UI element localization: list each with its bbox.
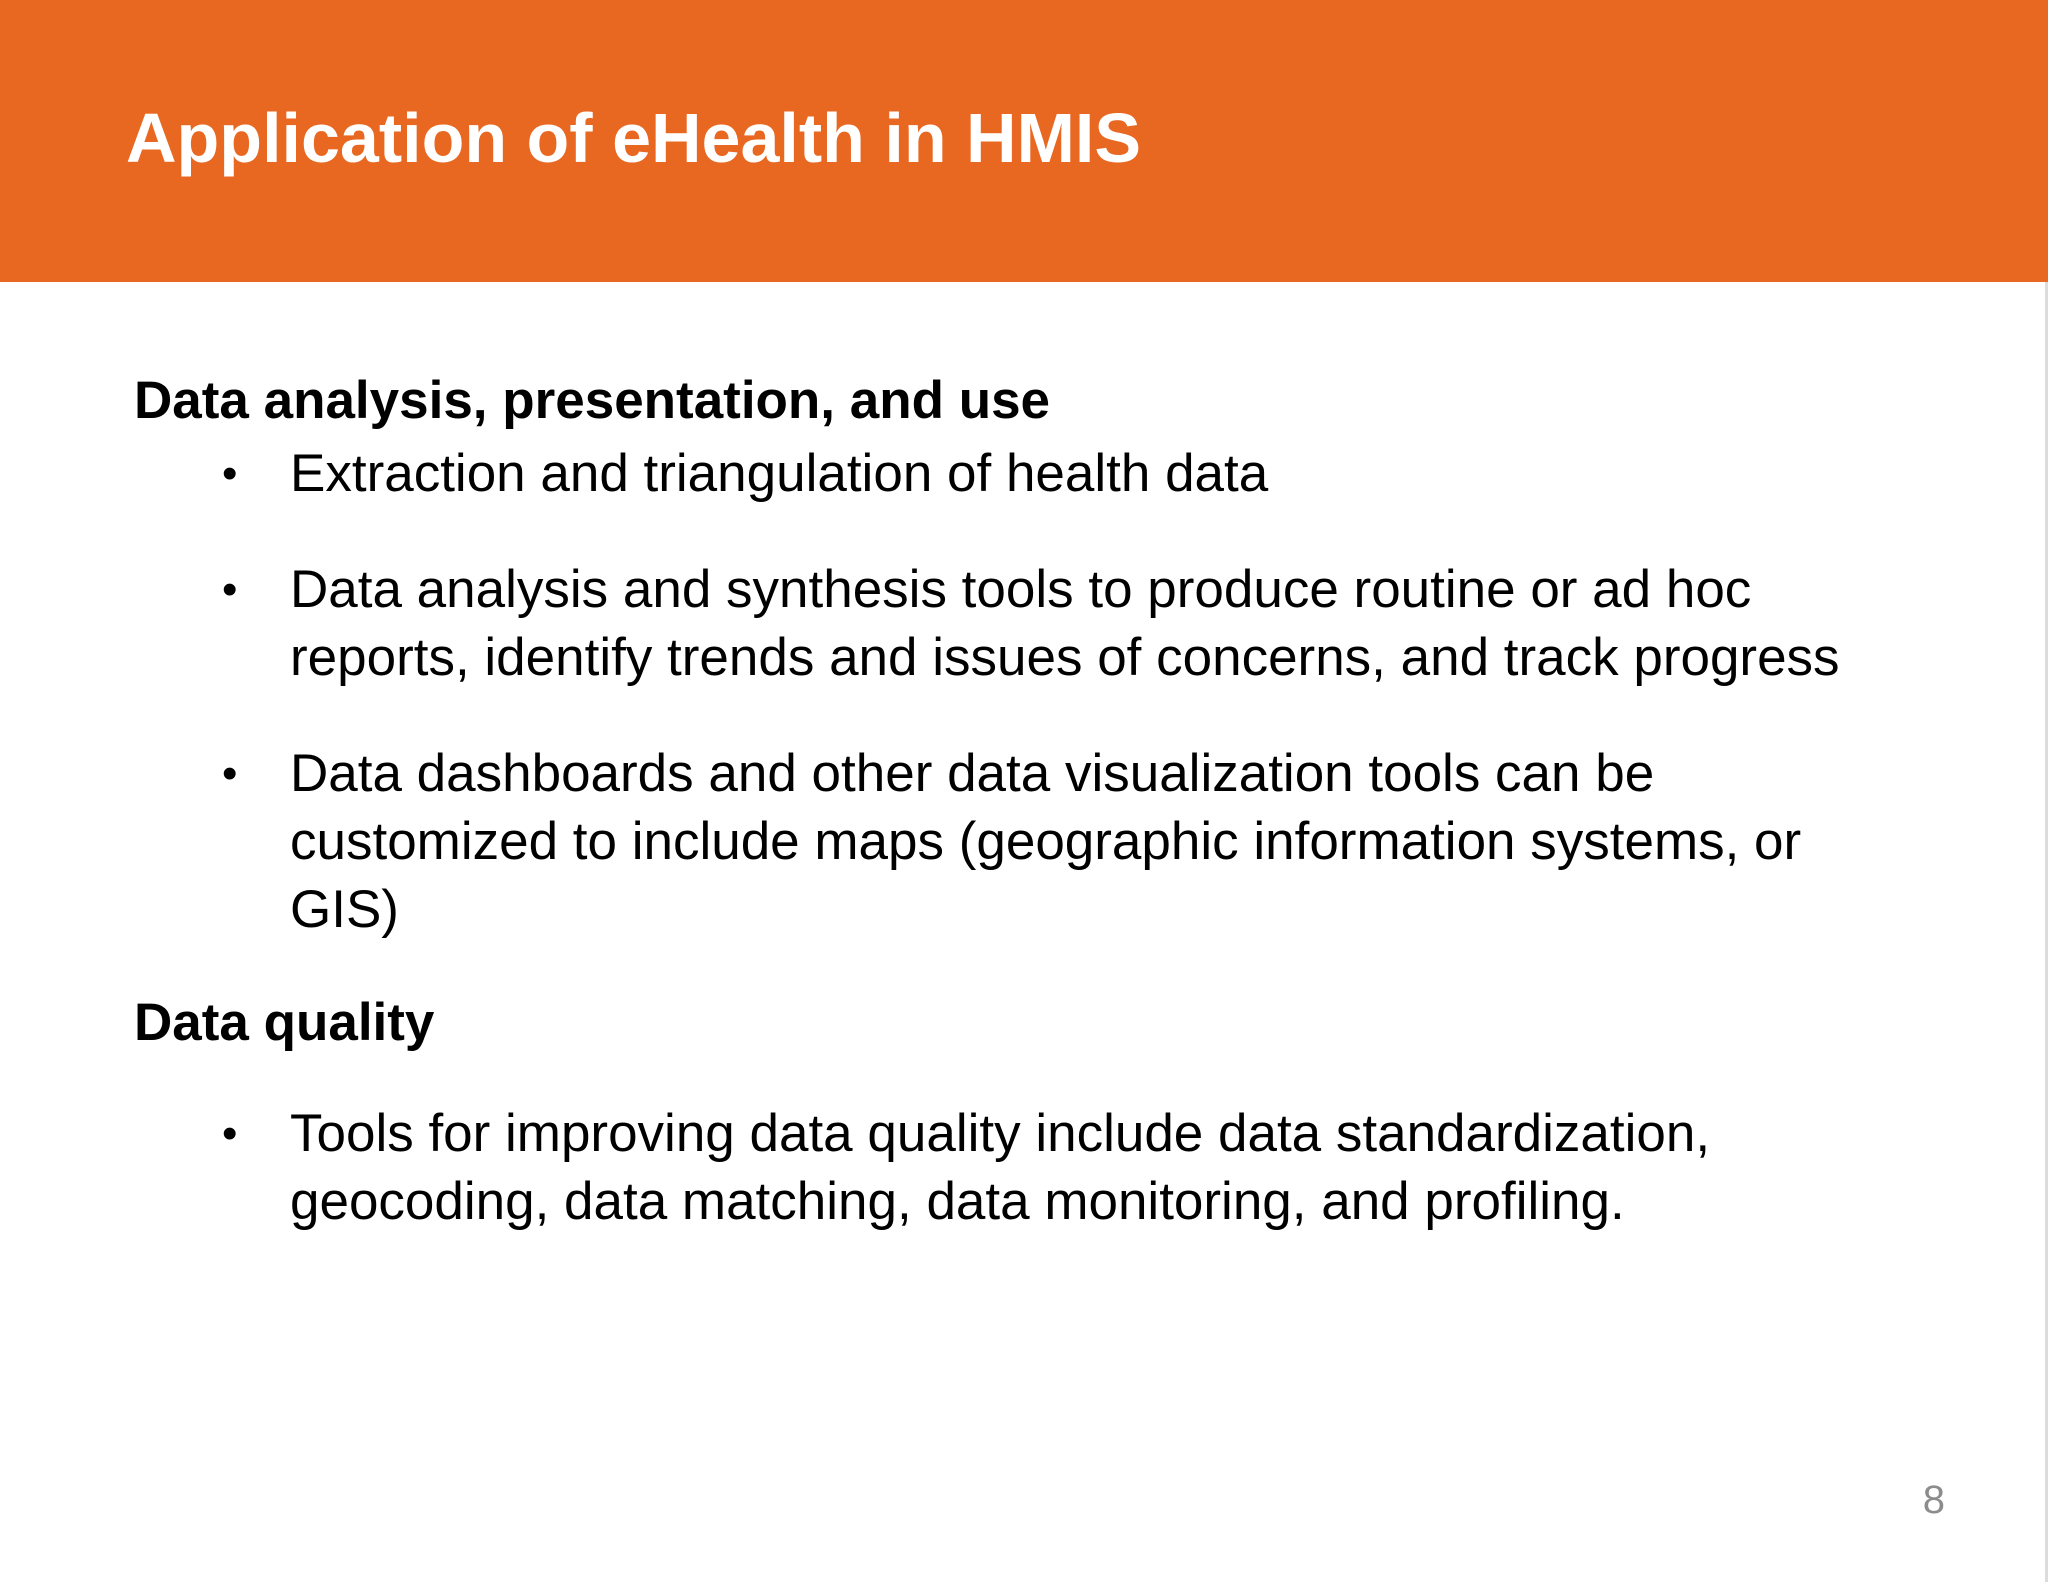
bullet-text: Data analysis and synthesis tools to produce routine or ad hoc reports, identify trends and issues of concerns, and track progress <box>290 560 1840 687</box>
bullet-icon: • <box>222 565 238 614</box>
bullet-list-data-analysis <box>134 440 1934 944</box>
section-heading-data-analysis: Data analysis, presentation, and use <box>134 371 1051 430</box>
section-heading-data-quality: Data quality <box>134 993 435 1052</box>
slide-body <box>134 362 1934 1236</box>
slide-title: Application of eHealth in HMIS <box>126 99 1142 177</box>
slide-page-number: 8 <box>1922 1478 1945 1522</box>
bullet-icon: • <box>222 449 238 498</box>
bullet-list-data-quality <box>134 1100 1934 1236</box>
list-item <box>134 556 1854 692</box>
bullet-icon: • <box>222 1109 238 1158</box>
list-item <box>134 440 1854 508</box>
list-item <box>134 1100 1854 1236</box>
bullet-text: Data dashboards and other data visualization tools can be customized to include maps (geographic information systems, or GIS) <box>290 744 1802 939</box>
title-banner <box>0 0 2048 282</box>
bullet-icon: • <box>222 749 238 798</box>
list-item <box>134 740 1854 944</box>
bullet-text: Extraction and triangulation of health data <box>290 444 1269 503</box>
bullet-text: Tools for improving data quality include data standardization, geocoding, data matching, data monitoring, and profiling. <box>290 1104 1711 1231</box>
